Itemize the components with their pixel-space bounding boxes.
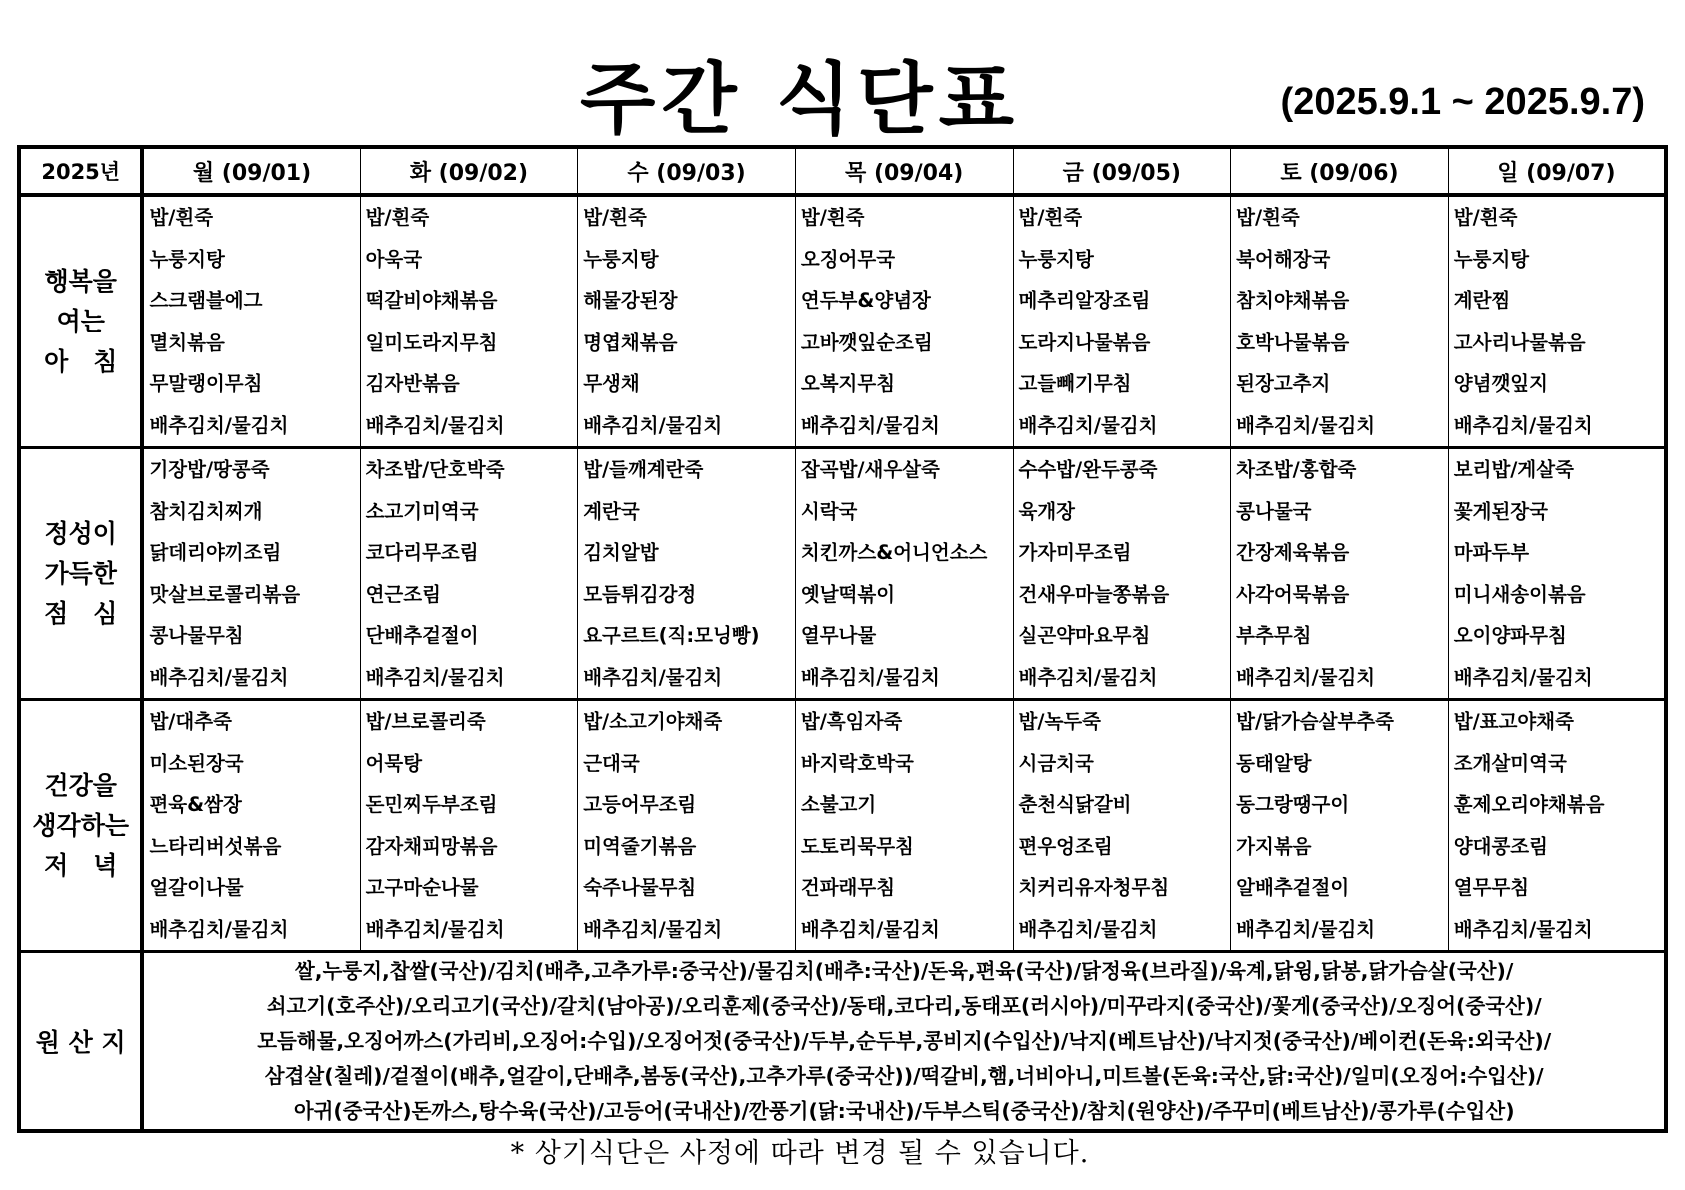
menu-cell-lunch-thu (795, 448, 1013, 700)
menu-item: 무말랭이무침 (149, 372, 263, 395)
origin-row (19, 952, 1666, 1132)
header-row (19, 147, 1666, 195)
menu-item: 배추김치/물김치 (1453, 665, 1593, 689)
menu-cell-lunch-wed (578, 448, 796, 700)
menu-item: 배추김치/물김치 (1453, 917, 1593, 941)
menu-item: 꽃게된장국 (1453, 499, 1548, 523)
menu-item: 밥/소고기야채죽 (583, 710, 723, 733)
day-header-fri: 금 (09/05) (1013, 147, 1231, 195)
menu-item: 맛살브로콜리볶음 (149, 582, 301, 606)
menu-item: 밥/흰죽 (1018, 206, 1083, 229)
menu-item: 조개살미역국 (1453, 751, 1567, 775)
meal-label-breakfast: 행복을 여는 아 침 (19, 195, 142, 448)
origin-content (142, 952, 1666, 1132)
menu-item: 훈제오리야채볶음 (1453, 793, 1605, 816)
menu-item: 미소된장국 (149, 751, 244, 775)
menu-item: 얼갈이나물 (149, 876, 244, 899)
menu-cell-breakfast-wed (578, 195, 796, 448)
menu-item: 배추김치/물김치 (800, 917, 940, 941)
menu-item: 북어해장국 (1236, 247, 1331, 271)
weekly-menu-table (17, 145, 1668, 1133)
menu-item: 닭데리야끼조림 (149, 541, 282, 564)
menu-item: 동태알탕 (1236, 751, 1312, 775)
menu-item: 콩나물국 (1236, 499, 1312, 523)
menu-item: 아욱국 (365, 247, 423, 271)
footnote: * 상기식단은 사정에 따라 변경 될 수 있습니다. (510, 1138, 1090, 1169)
menu-item: 잡곡밥/새우살죽 (800, 458, 940, 481)
origin-line: 삼겹살(칠레)/겉절이(배추,얼갈이,단배추,봄동(국산),고추가루(중국산))/떡갈비,햄,너비아니,미트볼(돈육:국산,닭:국산)/일미(오징어:수입산)/ (264, 1063, 1544, 1088)
menu-item: 오복지무침 (800, 372, 896, 395)
menu-item: 김자반볶음 (365, 372, 460, 395)
menu-cell-dinner-thu (795, 700, 1013, 952)
menu-item: 배추김치/물김치 (149, 413, 289, 437)
origin-line: 쌀,누룽지,찹쌀(국산)/김치(배추,고추가루:중국산)/물김치(배추:국산)/돈육,편육(국산)/닭정육(브라질)/육계,닭윙,닭봉,닭가슴살(국산)/ (295, 958, 1514, 983)
menu-item: 배추김치/물김치 (1453, 413, 1593, 437)
menu-item: 코다리무조림 (365, 541, 479, 564)
menu-item: 김치알밥 (583, 541, 659, 564)
meal-row-breakfast (19, 195, 1666, 448)
menu-item: 돈민찌두부조림 (365, 793, 498, 816)
meal-row-dinner (19, 700, 1666, 952)
day-header-thu: 목 (09/04) (795, 147, 1013, 195)
menu-cell-breakfast-tue (360, 195, 578, 448)
menu-cell-dinner-sat (1231, 700, 1449, 952)
menu-item: 간장제육볶음 (1236, 541, 1350, 564)
meal-label-lunch: 정성이 가득한 점 심 (19, 448, 142, 700)
menu-item: 시금치국 (1018, 751, 1094, 775)
meal-row-lunch (19, 448, 1666, 700)
menu-item: 열무무침 (1453, 876, 1530, 899)
menu-item: 연근조림 (365, 582, 441, 606)
menu-item: 도라지나물볶음 (1018, 330, 1151, 354)
menu-item: 배추김치/물김치 (1236, 413, 1376, 437)
menu-item: 밥/흑임자죽 (800, 710, 903, 733)
day-header-mon: 월 (09/01) (142, 147, 360, 195)
menu-item: 건새우마늘쫑볶음 (1018, 582, 1170, 606)
menu-item: 양대콩조림 (1453, 834, 1548, 858)
menu-item: 고바깻잎순조림 (800, 330, 933, 354)
menu-item: 소불고기 (800, 793, 877, 816)
day-header-sat: 토 (09/06) (1231, 147, 1449, 195)
year-header: 2025년 (19, 147, 142, 195)
menu-item: 밥/흰죽 (365, 206, 430, 229)
menu-item: 배추김치/물김치 (583, 917, 723, 941)
menu-item: 육개장 (1018, 499, 1076, 523)
menu-item: 오징어무국 (800, 247, 896, 271)
menu-item: 옛날떡볶이 (800, 582, 896, 606)
menu-item: 열무나물 (800, 624, 877, 647)
menu-item: 밥/대추죽 (149, 710, 232, 733)
menu-item: 콩나물무침 (149, 624, 244, 647)
menu-item: 배추김치/물김치 (149, 665, 289, 689)
menu-cell-breakfast-thu (795, 195, 1013, 448)
menu-cell-breakfast-sun (1448, 195, 1666, 448)
menu-item: 느타리버섯볶음 (149, 834, 282, 858)
menu-item: 밥/표고야채죽 (1453, 710, 1574, 733)
menu-item: 배추김치/물김치 (365, 917, 505, 941)
day-header-tue: 화 (09/02) (360, 147, 578, 195)
menu-item: 일미도라지무침 (365, 330, 498, 354)
menu-item: 호박나물볶음 (1236, 330, 1350, 354)
menu-item: 어묵탕 (365, 751, 423, 775)
menu-item: 요구르트(직:모닝빵) (583, 624, 760, 647)
menu-item: 건파래무침 (800, 876, 896, 899)
menu-cell-lunch-tue (360, 448, 578, 700)
menu-cell-dinner-mon (142, 700, 360, 952)
menu-item: 가지볶음 (1236, 834, 1312, 858)
menu-item: 실곤약마요무침 (1018, 624, 1151, 647)
menu-item: 가자미무조림 (1018, 541, 1132, 564)
menu-item: 밥/브로콜리죽 (365, 710, 486, 733)
menu-item: 계란찜 (1453, 289, 1511, 312)
menu-item: 밥/녹두죽 (1018, 710, 1101, 733)
menu-cell-dinner-fri (1013, 700, 1231, 952)
menu-item: 모듬튀김강정 (583, 582, 697, 606)
menu-item: 배추김치/물김치 (1018, 413, 1158, 437)
menu-item: 누룽지탕 (1018, 247, 1094, 271)
menu-item: 고등어무조림 (583, 793, 697, 816)
menu-item: 미니새송이볶음 (1453, 582, 1586, 606)
menu-item: 메추리알장조림 (1018, 289, 1151, 312)
menu-cell-dinner-wed (578, 700, 796, 952)
menu-item: 보리밥/게살죽 (1453, 458, 1574, 481)
menu-item: 누룽지탕 (583, 247, 659, 271)
menu-item: 밥/흰죽 (1453, 206, 1518, 229)
menu-item: 숙주나물무침 (583, 876, 697, 899)
menu-cell-lunch-sun (1448, 448, 1666, 700)
menu-item: 도토리묵무침 (800, 834, 914, 858)
menu-item: 근대국 (583, 751, 640, 775)
menu-item: 연두부&양념장 (800, 289, 931, 312)
menu-item: 배추김치/물김치 (1018, 665, 1158, 689)
menu-item: 고들빼기무침 (1018, 372, 1132, 395)
menu-item: 알배추겉절이 (1236, 876, 1350, 899)
origin-line: 아귀(중국산)돈까스,탕수육(국산)/고등어(국내산)/깐풍기(닭:국내산)/두부스틱(중국산)/참치(원양산)/주꾸미(베트남산)/콩가루(수입산) (293, 1098, 1515, 1123)
menu-item: 편우엉조림 (1018, 834, 1113, 858)
menu-item: 단배추겉절이 (365, 624, 479, 647)
meal-label-dinner: 건강을 생각하는 저 녁 (19, 700, 142, 952)
menu-item: 편육&쌈장 (149, 793, 242, 816)
menu-item: 소고기미역국 (365, 499, 479, 523)
menu-item: 바지락호박국 (800, 751, 914, 775)
page-title: 주간 식단표 (580, 55, 1020, 145)
menu-item: 배추김치/물김치 (365, 413, 505, 437)
menu-cell-lunch-mon (142, 448, 360, 700)
menu-item: 누룽지탕 (1453, 247, 1530, 271)
menu-cell-lunch-sat (1231, 448, 1449, 700)
day-header-sun: 일 (09/07) (1448, 147, 1666, 195)
menu-item: 밥/흰죽 (583, 206, 647, 229)
menu-item: 오이양파무침 (1453, 624, 1567, 647)
menu-cell-lunch-fri (1013, 448, 1231, 700)
menu-item: 시락국 (800, 499, 858, 523)
menu-item: 배추김치/물김치 (1236, 917, 1376, 941)
menu-item: 고구마순나물 (365, 876, 479, 899)
menu-cell-breakfast-fri (1013, 195, 1231, 448)
menu-cell-dinner-tue (360, 700, 578, 952)
menu-item: 양념깻잎지 (1453, 372, 1548, 395)
menu-item: 밥/흰죽 (800, 206, 865, 229)
menu-item: 된장고추지 (1236, 372, 1331, 395)
menu-item: 해물강된장 (583, 289, 678, 312)
menu-item: 배추김치/물김치 (149, 917, 289, 941)
menu-item: 배추김치/물김치 (1236, 665, 1376, 689)
menu-item: 밥/흰죽 (149, 206, 214, 229)
menu-item: 계란국 (583, 499, 640, 523)
menu-item: 참치야채볶음 (1236, 289, 1350, 312)
menu-item: 배추김치/물김치 (800, 665, 940, 689)
menu-cell-breakfast-sat (1231, 195, 1449, 448)
menu-item: 밥/흰죽 (1236, 206, 1300, 229)
menu-period: (2025.9.1 ~ 2025.9.7) (1280, 81, 1645, 123)
menu-item: 사각어묵볶음 (1236, 582, 1350, 606)
menu-item: 떡갈비야채볶음 (365, 289, 498, 312)
menu-item: 부추무침 (1236, 624, 1312, 647)
origin-line: 모듬해물,오징어까스(가리비,오징어:수입)/오징어젓(중국산)/두부,순두부,콩비지(수입산)/낙지(베트남산)/낙지젓(중국산)/베이컨(돈육:외국산)/ (257, 1028, 1552, 1053)
menu-item: 치커리유자청무침 (1018, 876, 1170, 899)
menu-item: 수수밥/완두콩죽 (1018, 458, 1158, 481)
menu-item: 명엽채볶음 (583, 330, 678, 354)
menu-item: 마파두부 (1453, 541, 1530, 564)
menu-item: 치킨까스&어니언소스 (800, 541, 988, 564)
menu-item: 동그랑땡구이 (1236, 793, 1350, 816)
menu-item: 배추김치/물김치 (800, 413, 940, 437)
menu-item: 배추김치/물김치 (583, 665, 723, 689)
day-header-wed: 수 (09/03) (578, 147, 796, 195)
menu-item: 미역줄기볶음 (583, 834, 697, 858)
menu-item: 밥/들깨계란죽 (583, 458, 704, 481)
menu-cell-dinner-sun (1448, 700, 1666, 952)
menu-item: 춘천식닭갈비 (1018, 793, 1132, 816)
menu-item: 누룽지탕 (149, 247, 225, 271)
menu-item: 멸치볶음 (149, 330, 225, 354)
origin-label: 원 산 지 (19, 952, 142, 1132)
menu-item: 스크램블에그 (149, 289, 263, 312)
menu-item: 배추김치/물김치 (583, 413, 723, 437)
menu-item: 감자채피망볶음 (365, 834, 498, 858)
menu-item: 밥/닭가슴살부추죽 (1236, 710, 1394, 733)
menu-item: 무생채 (583, 372, 640, 395)
menu-item: 차조밥/홍합죽 (1236, 458, 1357, 481)
menu-item: 고사리나물볶음 (1453, 330, 1586, 354)
menu-cell-breakfast-mon (142, 195, 360, 448)
menu-item: 기장밥/땅콩죽 (149, 458, 270, 481)
menu-item: 배추김치/물김치 (365, 665, 505, 689)
menu-item: 배추김치/물김치 (1018, 917, 1158, 941)
menu-item: 차조밥/단호박죽 (365, 458, 505, 481)
origin-line: 쇠고기(호주산)/오리고기(국산)/갈치(남아공)/오리훈제(중국산)/동태,코다리,동태포(러시아)/미꾸라지(중국산)/꽃게(중국산)/오징어(중국산)/ (266, 993, 1542, 1018)
menu-item: 참치김치찌개 (149, 499, 263, 523)
